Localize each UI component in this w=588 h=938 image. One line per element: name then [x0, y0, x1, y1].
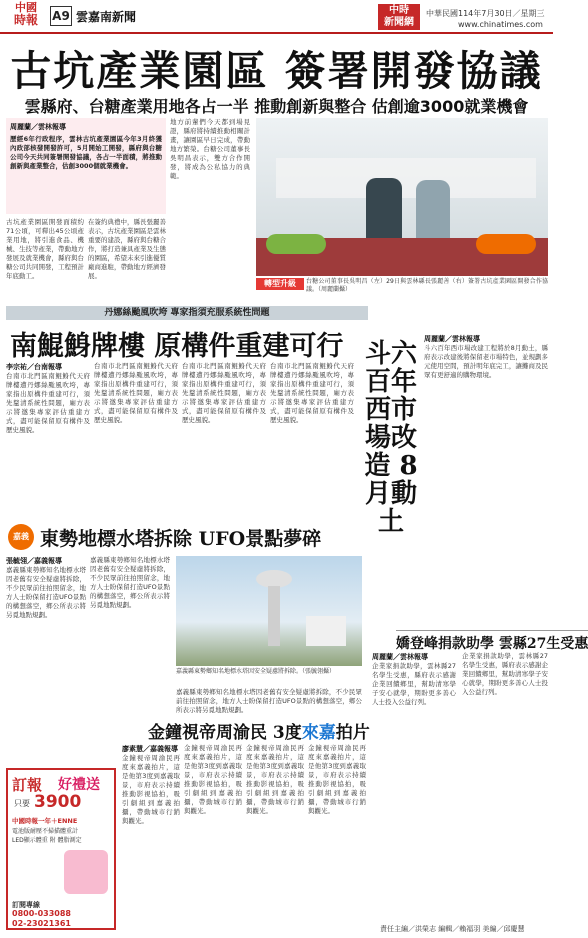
ad-line2: 電池版耐壓不掃描體重計: [12, 828, 79, 835]
story3-headline: 東勢地標水塔拆除 UFO景點夢碎: [40, 528, 322, 550]
story2-body-2: 台南市北門區南鯤鯓代天府牌樓遭丹娜絲颱風吹垮，專家指出原構件重建可行，須先釐清系統性問題，廟方表示將邀集專家評估重建方式，盡可能保留原有構件及歷史風貌。: [94, 362, 178, 424]
lead-text: 歷經6年行政程序，雲林古坑產業園區今年3月終獲內政部核發開發許可，5月開始工開發，縣府與台糖公司今天共同簽署開發協議，各占一半面積，將推動創新與產業整合，估創3000個就業機會。: [10, 135, 162, 170]
main-byline: 周麗蘭／雲林報導: [10, 123, 66, 131]
story3-body-2: 嘉義縣東勢鄉知名地標水塔因老舊有安全疑慮將拆除，不少民眾前往拍照留念，地方人士盼保留打造UFO景點的構想落空，鄉公所表示將另覓地點規劃。: [90, 556, 170, 609]
main-photo-caption: 台糖公司董事長吳明昌（左）29日與雲林縣長張麗善（右）簽署古坑產業園區開發合作協議。（周麗蘭攝）: [306, 278, 548, 293]
story2-body-3: 台南市北門區南鯤鯓代天府牌樓遭丹娜絲颱風吹垮，專家指出原構件重建可行，須先釐清系統性問題，廟方表示將邀集專家評估重建方式，盡可能保留原有構件及歷史風貌。: [182, 362, 266, 424]
story2-byline: 李宗祐／台南報導: [6, 363, 62, 371]
story2-body-1: 台南市北門區南鯤鯓代天府牌樓遭丹娜絲颱風吹垮，專家指出原構件重建可行，須先釐清系統性問題，廟方表示將邀集專家評估重建方式，盡可能保留原有構件及歷史風貌。: [6, 372, 90, 434]
story5-byline: 周麗蘭／雲林報導: [372, 653, 428, 661]
story5-body-2: 企業家捐款助學，雲林縣27名學生受惠，縣府表示感謝企業回饋鄉里，幫助清寒學子安心就學，期盼更多善心人士投入公益行列。: [462, 652, 548, 696]
section-title: 雲嘉南新聞: [76, 10, 137, 24]
subscription-ad[interactable]: [6, 768, 116, 930]
story3-body-3: 嘉義縣東勢鄉知名地標水塔因老舊有安全疑慮將拆除，不少民眾前往拍照留念，地方人士盼保留打造UFO景點的構想落空，鄉公所表示將另覓地點規劃。: [176, 688, 362, 714]
page-number: A9: [50, 6, 72, 26]
story6-byline: 廖素慧／嘉義報導: [122, 745, 178, 753]
lead-box: [6, 118, 166, 214]
ad-line3: LED顯示體重 附 體脂測定: [12, 837, 82, 844]
chinatimes-logo: 中時 新聞網: [378, 4, 420, 30]
story6-headline: 金鐘視帝周渝民 3度來嘉拍片: [148, 723, 370, 743]
site-url: www.chinatimes.com: [458, 20, 543, 29]
story3-photo: [176, 556, 362, 666]
main-headline: 古坑產業園區 簽署開發協議: [10, 47, 543, 95]
story3-byline: 張毓翎／嘉義報導: [6, 557, 62, 565]
story6-body-4: 金鐘視帝周渝民再度來嘉義拍片，這是他第3度到嘉義取景，市府表示持續推動影視協拍，吸引劇組到嘉義拍攝，帶動城市行銷與觀光。: [308, 744, 366, 815]
story2-banner: 丹娜絲颱風吹垮 專家指須充服系統性問題: [6, 306, 368, 320]
main-body-3: 地方前輩們今天都到場見證，縣府將持續推動相關計畫，讓園區早日完成，帶動地方繁榮。台糖公司董事長吳明昌表示，雙方合作開發，將成為公私協力的典範。: [170, 118, 250, 180]
story3-body-1: 嘉義縣東勢鄉知名地標水塔因老舊有安全疑慮將拆除，不少民眾前往拍照留念，地方人士盼保留打造UFO景點的構想落空，鄉公所表示將另覓地點規劃。: [6, 566, 86, 619]
ad-phone-1[interactable]: 0800-033088: [12, 909, 71, 918]
main-photo: [256, 118, 548, 276]
story2-body-4: 台南市北門區南鯤鯓代天府牌樓遭丹娜絲颱風吹垮，專家指出原構件重建可行，須先釐清系統性問題，廟方表示將邀集專家評估重建方式，盡可能保留原有構件及歷史風貌。: [270, 362, 354, 424]
date-line: 中華民國114年7月30日／星期三: [426, 9, 545, 18]
main-body-1: 古坑產業園區開發面積約71公頃，可釋出45公頃產業用地，將引進食品、機械、生技等產業，帶動地方發展及就業機會，縣府與台糖公司共同開發，工程預計年底動工。: [6, 218, 84, 280]
story6-body-2: 金鐘視帝周渝民再度來嘉義拍片，這是他第3度到嘉義取景，市府表示持續推動影視協拍，吸引劇組到嘉義拍攝，帶動城市行銷與觀光。: [184, 744, 242, 815]
main-subhead: 雲縣府、台糖產業用地各占一半 推動創新與整合 估創逾3000就業機會: [24, 97, 529, 116]
story4-byline: 周麗蘭／雲林報導: [424, 335, 480, 343]
ad-phone-2[interactable]: 02-23021361: [12, 919, 71, 928]
photo-tag: 轉型升級: [256, 278, 304, 290]
story2-headline: 南鯤鯓牌樓 原構件重建可行: [10, 331, 344, 362]
ad-price-prefix: 只要: [14, 799, 30, 808]
story3-photo-caption: 嘉義縣東勢鄉知名地標水塔因安全疑慮將拆除。（張毓翎攝）: [176, 668, 336, 675]
story4-headline: 斗六百年西市場改造 8月動土: [364, 339, 418, 537]
newspaper-logo: 中國 時報: [13, 1, 38, 27]
story3-region-tag: 嘉義: [8, 524, 34, 550]
ad-headline: 好禮送: [58, 777, 100, 793]
story4-body: 斗六百年西市場改建工程將於8月動土，縣府表示改建後將保留老市場特色，並規劃多元使用空間，預計明年底完工，讓攤商及民眾有更舒適的購物環境。: [424, 344, 548, 379]
ad-phone-label: 訂閱專線: [12, 901, 40, 909]
footer-credits: 責任主編／洪榮志 編輯／賴福羽 美編／邱慶慧: [380, 925, 525, 933]
main-body-2: 在簽約典禮中，縣長張麗善表示，古坑產業園區是雲林重要的建設，縣府與台糖合作，將打造兼具產業及生態的園區，希望未來引進優質廠商進駐，帶動地方經濟發展。: [88, 218, 166, 280]
ad-price: 3900: [34, 792, 82, 812]
story6-body-1: 金鐘視帝周渝民再度來嘉義拍片，這是他第3度到嘉義取景，市府表示持續推動影視協拍，吸引劇組到嘉義拍攝，帶動城市行銷與觀光。: [122, 754, 180, 825]
scale-image: [64, 850, 108, 894]
ad-brand: 訂報: [12, 776, 43, 794]
ad-line1: 中國時報一年＋ENNE: [12, 817, 78, 825]
story6-body-3: 金鐘視帝周渝民再度來嘉義拍片，這是他第3度到嘉義取景，市府表示持續推動影視協拍，吸引劇組到嘉義拍攝，帶動城市行銷與觀光。: [246, 744, 304, 815]
story5-headline: 嬌登峰捐款助學 雲縣27生受惠: [396, 630, 588, 653]
story5-body-1: 企業家捐款助學，雲林縣27名學生受惠，縣府表示感謝企業回饋鄉里，幫助清寒學子安心就學，期盼更多善心人士投入公益行列。: [372, 662, 456, 706]
